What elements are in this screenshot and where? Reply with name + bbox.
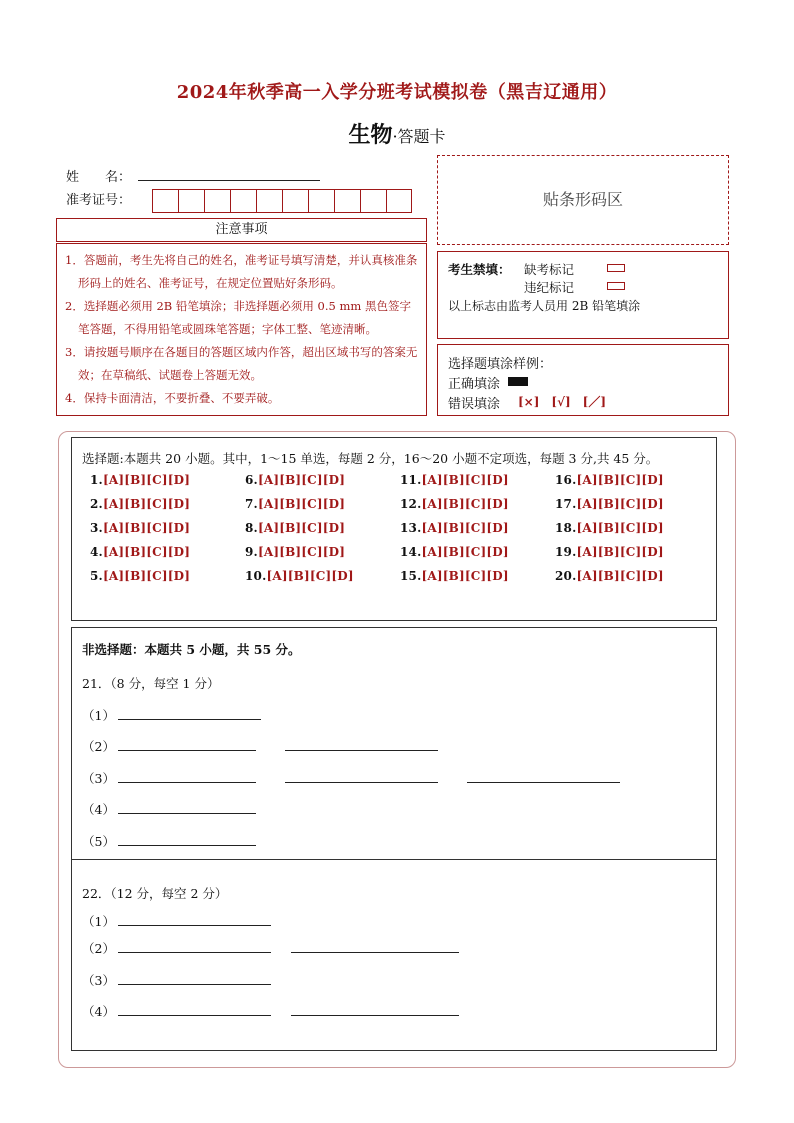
question-number: 5. <box>90 569 103 583</box>
question-number: 14. <box>400 545 422 559</box>
question-number: 9. <box>245 545 258 559</box>
wrong-fill-samples: [×] [√] [／] <box>518 395 607 409</box>
correct-fill-label: 正确填涂 <box>448 377 501 392</box>
notice-heading: 注意事项 <box>56 218 427 242</box>
answer-options[interactable]: [A][B][C][D] <box>421 497 509 511</box>
absent-mark-box[interactable] <box>607 264 625 272</box>
answer-line[interactable] <box>118 782 256 783</box>
question-number: 11. <box>400 473 422 487</box>
answer-options[interactable]: [A][B][C][D] <box>257 497 346 511</box>
choice-question[interactable] <box>245 520 400 544</box>
answer-options[interactable]: [A][B][C][D] <box>102 545 191 559</box>
forbidden-label: 考生禁填： <box>448 262 511 277</box>
correct-fill-sample <box>508 377 528 386</box>
question-number: 2. <box>90 497 103 511</box>
answer-options[interactable]: [A][B][C][D] <box>421 545 509 559</box>
answer-line[interactable] <box>118 952 271 953</box>
forbidden-note: 以上标志由监考人员用 2B 铅笔填涂 <box>448 299 641 313</box>
answer-options[interactable]: [A][B][C][D] <box>576 473 664 487</box>
choice-question[interactable] <box>555 496 710 520</box>
answer-options[interactable]: [A][B][C][D] <box>266 569 354 583</box>
q22-title: 22．（12 分，每空 2 分） <box>82 886 228 901</box>
notice-item: 1．答题前，考生先将自己的姓名，准考证号填写清楚，并认真核准条形码上的姓名、准考证号，在规定位置贴好条形码。 <box>65 253 418 290</box>
q21-part-1: （1） <box>82 708 115 723</box>
question-number: 17. <box>555 497 577 511</box>
question-number: 16. <box>555 473 577 487</box>
question-number: 12. <box>400 497 422 511</box>
answer-options[interactable]: [A][B][C][D] <box>257 545 346 559</box>
answer-line[interactable] <box>118 984 271 985</box>
name-field[interactable] <box>138 180 320 181</box>
section-divider <box>71 859 717 860</box>
answer-line[interactable] <box>467 782 620 783</box>
exam-title: 2024年秋季高一入学分班考试模拟卷（黑吉辽通用） <box>176 82 618 103</box>
q21-title: 21．（8 分，每空 1 分） <box>82 676 220 691</box>
forbidden-box <box>437 251 729 339</box>
question-number: 3. <box>90 521 103 535</box>
answer-options[interactable]: [A][B][C][D] <box>576 497 664 511</box>
answer-options[interactable]: [A][B][C][D] <box>421 473 509 487</box>
choice-question[interactable] <box>245 496 400 520</box>
choice-question[interactable] <box>555 472 710 496</box>
answer-line[interactable] <box>118 750 256 751</box>
answer-line[interactable] <box>285 782 438 783</box>
id-number-boxes[interactable] <box>152 189 412 213</box>
answer-options[interactable]: [A][B][C][D] <box>576 545 664 559</box>
q22-part-1: （1） <box>82 914 115 929</box>
question-number: 7. <box>245 497 258 511</box>
barcode-area: 贴条形码区 <box>437 155 729 245</box>
answer-options[interactable]: [A][B][C][D] <box>257 521 346 535</box>
wrong-fill-label: 错误填涂 <box>448 397 501 412</box>
question-number: 13. <box>400 521 422 535</box>
answer-options[interactable]: [A][B][C][D] <box>102 521 191 535</box>
question-number: 15. <box>400 569 422 583</box>
answer-options[interactable]: [A][B][C][D] <box>421 521 509 535</box>
q22-part-2: （2） <box>82 941 115 956</box>
answer-line[interactable] <box>118 719 261 720</box>
name-label: 姓 名： <box>66 170 132 185</box>
subject-name: 生物 <box>348 122 393 148</box>
choice-question[interactable] <box>90 568 245 592</box>
notice-body <box>56 243 427 416</box>
answer-options[interactable]: [A][B][C][D] <box>257 473 346 487</box>
answer-line[interactable] <box>118 925 271 926</box>
answer-options[interactable]: [A][B][C][D] <box>576 521 664 535</box>
choice-question[interactable] <box>555 544 710 568</box>
choice-question[interactable] <box>400 520 555 544</box>
choice-question[interactable] <box>90 544 245 568</box>
fill-example-box <box>437 344 729 416</box>
answer-line[interactable] <box>291 952 459 953</box>
question-number: 1. <box>90 473 103 487</box>
q22-part-4: （4） <box>82 1004 115 1019</box>
q21-part-5: （5） <box>82 834 115 849</box>
answer-options[interactable]: [A][B][C][D] <box>421 569 509 583</box>
q21-part-3: （3） <box>82 771 115 786</box>
choice-question[interactable] <box>245 472 400 496</box>
choice-question[interactable] <box>90 520 245 544</box>
choice-question[interactable] <box>400 496 555 520</box>
q21-part-4: （4） <box>82 802 115 817</box>
violation-label: 违纪标记 <box>524 280 575 295</box>
question-number: 20. <box>555 569 577 583</box>
card-label: ·答题卡 <box>392 127 446 146</box>
violation-mark-box[interactable] <box>607 282 625 290</box>
question-number: 6. <box>245 473 258 487</box>
answer-line[interactable] <box>118 845 256 846</box>
answer-line[interactable] <box>291 1015 459 1016</box>
question-number: 18. <box>555 521 577 535</box>
choice-question[interactable] <box>400 544 555 568</box>
answer-options[interactable]: [A][B][C][D] <box>576 569 664 583</box>
notice-item: 3．请按题号顺序在各题目的答题区域内作答，超出区域书写的答案无效；在草稿纸、试题卷上答题无效。 <box>65 345 418 382</box>
choice-question[interactable] <box>90 472 245 496</box>
answer-options[interactable]: [A][B][C][D] <box>102 569 191 583</box>
q22-part-3: （3） <box>82 973 115 988</box>
choice-question[interactable] <box>245 568 400 592</box>
choice-heading: 选择题:本题共 20 小题。其中，1～15 单选，每题 2 分，16～20 小题不定项选，每题 3 分,共 45 分。 <box>82 451 659 466</box>
answer-line[interactable] <box>118 1015 271 1016</box>
choice-grid <box>90 472 710 592</box>
fill-example-heading: 选择题填涂样例： <box>448 357 553 372</box>
notice-item: 4．保持卡面清洁，不要折叠、不要弄破。 <box>65 391 280 405</box>
answer-line[interactable] <box>285 750 438 751</box>
choice-question[interactable] <box>90 496 245 520</box>
answer-line[interactable] <box>118 813 256 814</box>
question-number: 4. <box>90 545 103 559</box>
choice-question[interactable] <box>555 568 710 592</box>
question-number: 19. <box>555 545 577 559</box>
question-number: 8. <box>245 521 258 535</box>
choice-question[interactable] <box>400 472 555 496</box>
nonchoice-heading: 非选择题：本题共 5 小题，共 55 分。 <box>82 642 301 657</box>
q21-part-2: （2） <box>82 739 115 754</box>
id-label: 准考证号： <box>66 193 132 208</box>
choice-question[interactable] <box>400 568 555 592</box>
choice-question[interactable] <box>245 544 400 568</box>
choice-question[interactable] <box>555 520 710 544</box>
answer-options[interactable]: [A][B][C][D] <box>102 497 191 511</box>
absent-label: 缺考标记 <box>524 262 575 277</box>
answer-options[interactable]: [A][B][C][D] <box>102 473 191 487</box>
subject-title <box>0 118 794 149</box>
question-number: 10. <box>245 569 267 583</box>
notice-item: 2．选择题必须用 2B 铅笔填涂；非选择题必须用 0.5 mm 黑色签字笔答题，不得用铅笔或圆珠笔答题；字体工整、笔迹清晰。 <box>65 299 411 336</box>
